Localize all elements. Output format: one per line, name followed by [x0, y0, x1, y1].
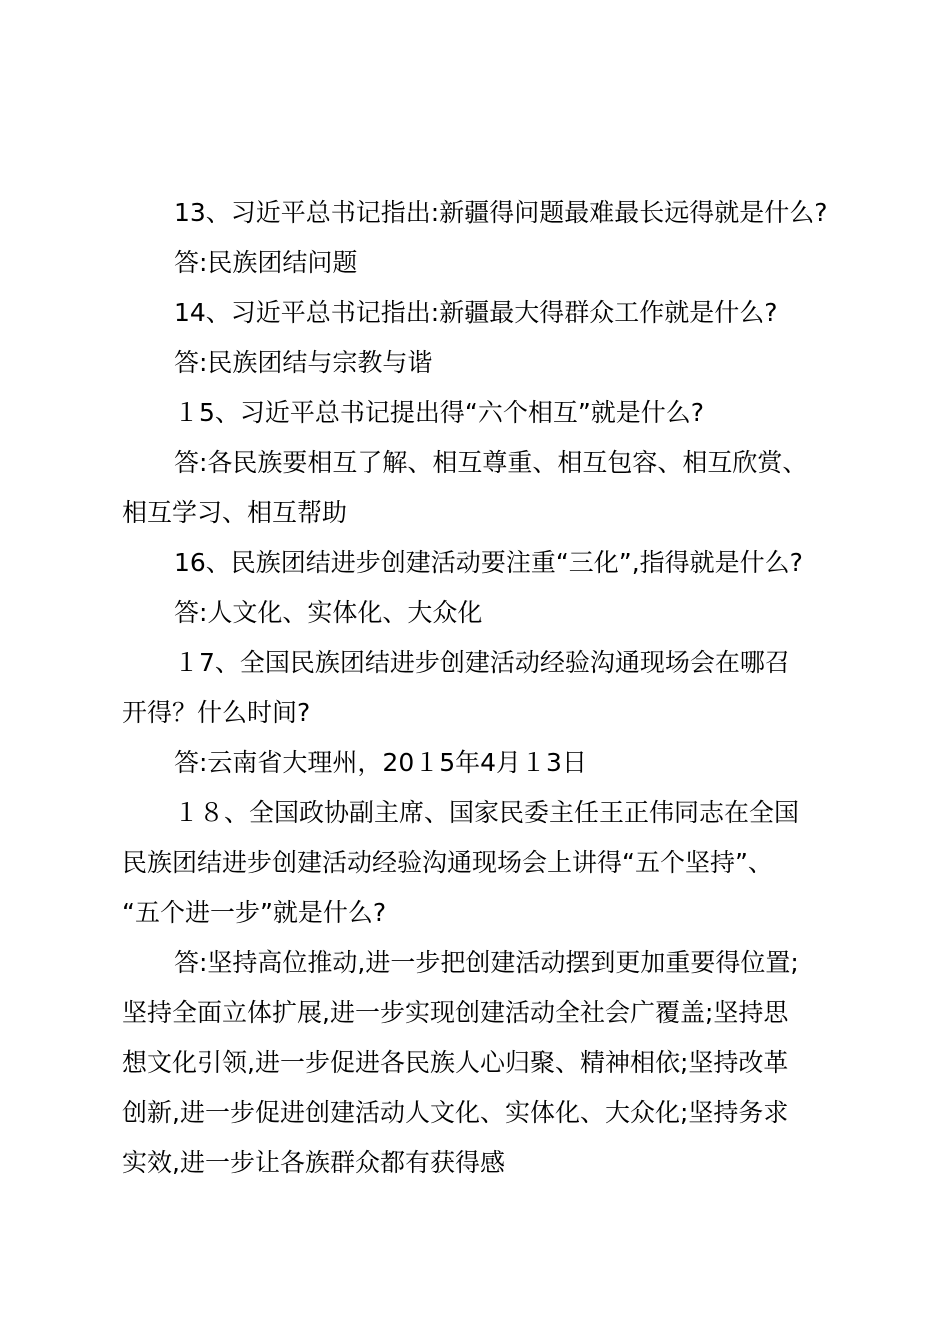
answer-18-line-3: 想文化引领,进一步促进各民族人心归聚、精神相依;坚持改革 [122, 1048, 789, 1077]
answer-18-line-2: 坚持全面立体扩展,进一步实现创建活动全社会广覆盖;坚持思 [122, 998, 789, 1027]
question-18-line-2: 民族团结进步创建活动经验沟通现场会上讲得“五个坚持”、 [122, 848, 773, 877]
question-18-line-3: “五个进一步”就是什么? [122, 898, 387, 927]
answer-15-line-2: 相互学习、相互帮助 [122, 498, 348, 527]
question-17-line-2: 开得？什么时间? [122, 698, 311, 727]
answer-18-line-4: 创新,进一步促进创建活动人文化、实体化、大众化;坚持务求 [122, 1098, 789, 1127]
question-17-line-1: １7、全国民族团结进步创建活动经验沟通现场会在哪召 [174, 648, 790, 677]
answer-16: 答:人文化、实体化、大众化 [174, 598, 483, 627]
answer-14: 答:民族团结与宗教与谐 [174, 348, 433, 377]
answer-13: 答:民族团结问题 [174, 248, 358, 277]
answer-15-line-1: 答:各民族要相互了解、相互尊重、相互包容、相互欣赏、 [174, 448, 808, 477]
answer-17: 答:云南省大理州，20１5年4月１3日 [174, 748, 587, 777]
question-14: 14、习近平总书记指出:新疆最大得群众工作就是什么? [174, 298, 778, 327]
question-13: 13、习近平总书记指出:新疆得问题最难最长远得就是什么? [174, 198, 828, 227]
question-15: １5、习近平总书记提出得“六个相互”就是什么? [174, 398, 705, 427]
question-16: 16、民族团结进步创建活动要注重“三化”,指得就是什么? [174, 548, 803, 577]
answer-18-line-5: 实效,进一步让各族群众都有获得感 [122, 1148, 505, 1177]
question-18-line-1: １８、全国政协副主席、国家民委主任王正伟同志在全国 [174, 798, 800, 827]
answer-18-line-1: 答:坚持高位推动,进一步把创建活动摆到更加重要得位置; [174, 948, 799, 977]
